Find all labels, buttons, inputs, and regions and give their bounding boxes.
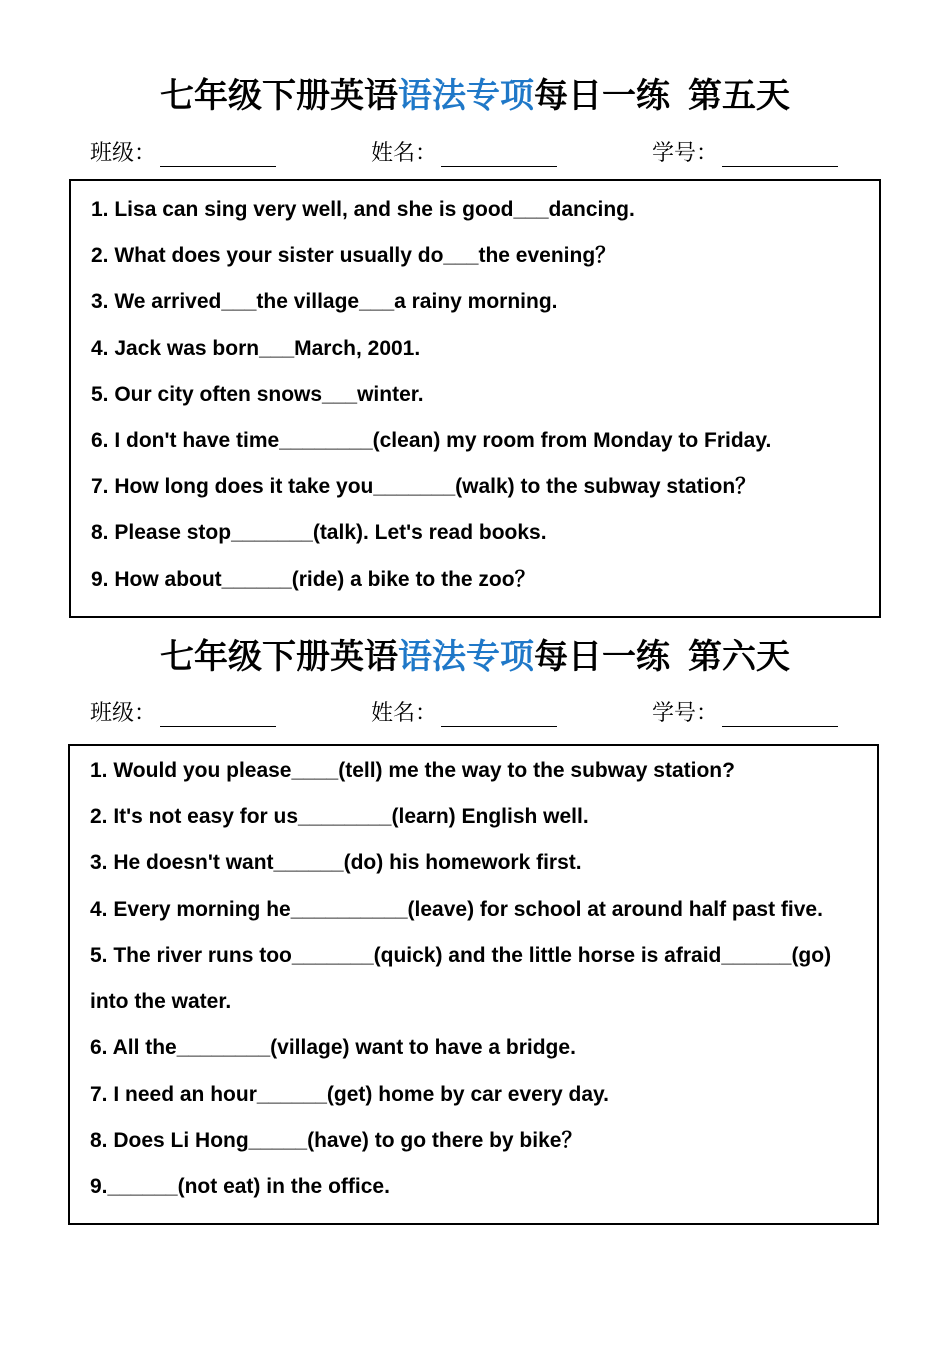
name-field[interactable] [371, 136, 557, 167]
name-label: 姓名： [371, 701, 438, 726]
student-info-row [0, 136, 950, 170]
number-blank[interactable] [722, 144, 838, 167]
number-field[interactable] [652, 136, 838, 167]
class-blank[interactable] [160, 704, 276, 727]
question-item: 2. What does your sister usually do___the evening？ [91, 244, 617, 267]
number-field[interactable] [652, 696, 838, 727]
question-continuation: into the water. [90, 990, 232, 1013]
title-part: 每日一练 [534, 637, 670, 677]
exercise-box-day5 [69, 179, 881, 618]
name-field[interactable] [371, 696, 557, 727]
worksheet-title-day6 [0, 637, 950, 677]
class-label: 班级： [90, 141, 157, 166]
title-part: 七年级下册英语 [160, 76, 398, 116]
class-blank[interactable] [160, 144, 276, 167]
title-part: 每日一练 [534, 76, 670, 116]
number-blank[interactable] [722, 704, 838, 727]
title-day: 第五天 [688, 76, 790, 116]
class-field[interactable] [90, 136, 276, 167]
question-item: 1. Lisa can sing very well, and she is good___dancing. [91, 198, 635, 221]
question-item: 9.______(not eat) in the office. [90, 1175, 390, 1198]
class-label: 班级： [90, 701, 157, 726]
question-item: 4. Jack was born___March, 2001. [91, 337, 421, 360]
title-part: 七年级下册英语 [160, 637, 398, 677]
name-blank[interactable] [441, 704, 557, 727]
class-field[interactable] [90, 696, 276, 727]
question-item: 8. Please stop_______(talk). Let's read books. [91, 521, 547, 544]
title-day: 第六天 [688, 637, 790, 677]
title-highlight: 语法专项 [398, 76, 534, 116]
question-item: 7. How long does it take you_______(walk) to the subway station？ [91, 475, 757, 498]
name-blank[interactable] [441, 144, 557, 167]
question-item: 5. Our city often snows___winter. [91, 383, 424, 406]
question-item: 4. Every morning he__________(leave) for school at around half past five. [90, 898, 823, 921]
question-item: 6. I don't have time________(clean) my room from Monday to Friday. [91, 429, 772, 452]
question-item: 9. How about______(ride) a bike to the zoo？ [91, 568, 536, 591]
title-highlight: 语法专项 [398, 637, 534, 677]
question-item: 2. It's not easy for us________(learn) English well. [90, 805, 589, 828]
worksheet-title-day5 [0, 76, 950, 116]
question-item: 3. He doesn't want______(do) his homework first. [90, 851, 582, 874]
exercise-box-day6 [68, 744, 879, 1225]
question-item: 1. Would you please____(tell) me the way to the subway station? [90, 759, 735, 782]
number-label: 学号： [652, 701, 719, 726]
question-item: 8. Does Li Hong_____(have) to go there by bike？ [90, 1129, 583, 1152]
number-label: 学号： [652, 141, 719, 166]
name-label: 姓名： [371, 141, 438, 166]
question-item: 3. We arrived___the village___a rainy morning. [91, 290, 558, 313]
question-item: 6. All the________(village) want to have a bridge. [90, 1036, 576, 1059]
question-item: 7. I need an hour______(get) home by car every day. [90, 1083, 609, 1106]
question-item: 5. The river runs too_______(quick) and the little horse is afraid______(go) [90, 944, 832, 967]
student-info-row [0, 696, 950, 730]
